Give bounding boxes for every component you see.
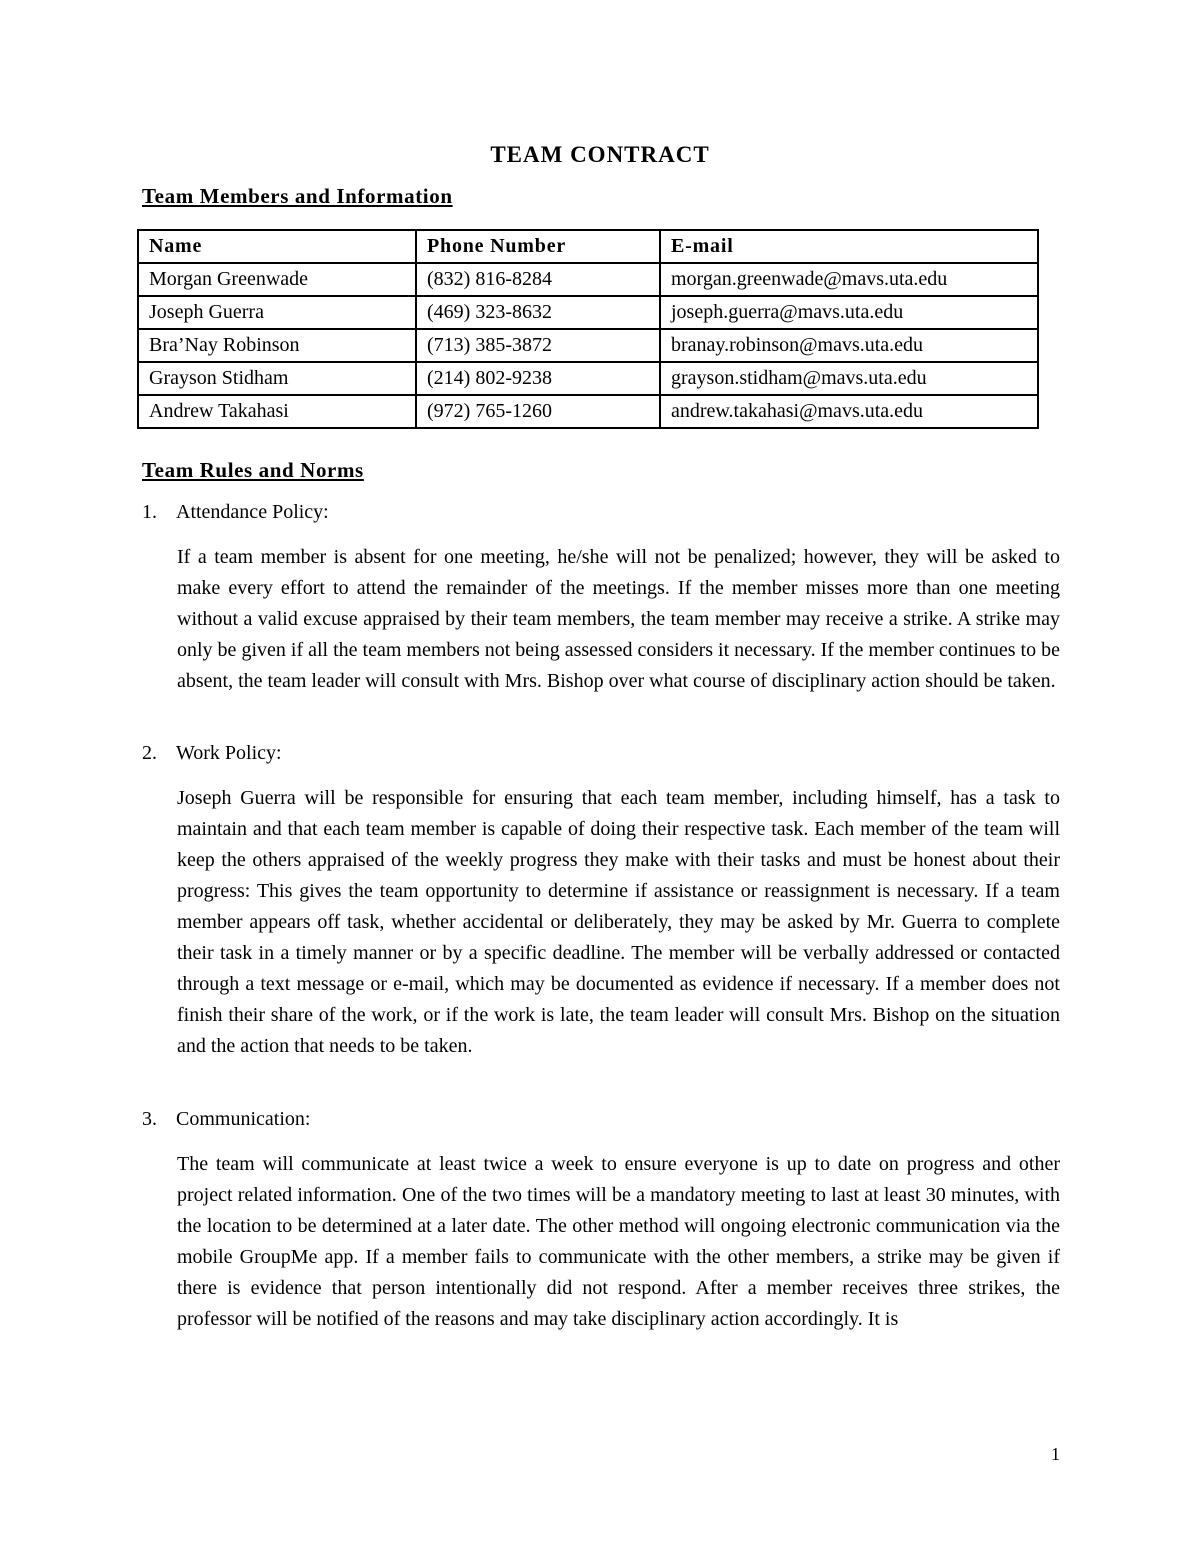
rule-heading	[142, 1104, 1060, 1135]
table-row	[138, 329, 1038, 362]
member-email: andrew.takahasi@mavs.uta.edu	[660, 395, 1038, 428]
rule-body: The team will communicate at least twice a week to ensure everyone is up to date on progress and other project related information. One of the two times will be a mandatory meeting to last at least 30 minutes, with the location to be determined at a later date. The other method will ongoing electronic communication via the mobile GroupMe app. If a member fails to communicate with the other members, a strike may be given if there is evidence that person intentionally did not respond. After a member receives three strikes, the professor will be notified of the reasons and may take disciplinary action accordingly. It is	[177, 1153, 1060, 1330]
rule-body: Joseph Guerra will be responsible for ensuring that each team member, including himself, has a task to maintain and that each team member is capable of doing their respective task. Each member of the team will keep the others appraised of the weekly progress they make with their tasks and must be honest about their progress: This gives the team opportunity to determine if assistance or reassignment is necessary. If a team member appears off task, whether accidental or deliberately, they may be asked by Mr. Guerra to complete their task in a timely manner or by a specific deadline. The member will be verbally addressed or contacted through a text message or e-mail, which may be documented as evidence if necessary. If a member does not finish their share of the work, or if the work is late, the team leader will consult Mrs. Bishop on the situation and the action that needs to be taken.	[177, 787, 1060, 1057]
rule-number: 3.	[142, 1108, 157, 1130]
document-title: TEAM CONTRACT	[490, 142, 710, 167]
member-name: Andrew Takahasi	[138, 395, 416, 428]
member-name: Joseph Guerra	[138, 296, 416, 329]
table-row	[138, 263, 1038, 296]
rule-heading	[142, 497, 1060, 528]
members-section-heading: Team Members and Information	[142, 184, 453, 208]
rule-title: Work Policy:	[176, 742, 282, 764]
rule-title: Communication:	[176, 1108, 311, 1130]
rule-communication	[142, 1104, 1060, 1335]
member-email: grayson.stidham@mavs.uta.edu	[660, 362, 1038, 395]
table-row	[138, 296, 1038, 329]
member-email: joseph.guerra@mavs.uta.edu	[660, 296, 1038, 329]
rule-number: 1.	[142, 501, 157, 523]
member-name: Grayson Stidham	[138, 362, 416, 395]
table-row	[138, 395, 1038, 428]
rule-work-policy	[142, 738, 1060, 1062]
member-phone: (832) 816-8284	[416, 263, 660, 296]
rule-body: If a team member is absent for one meeting, he/she will not be penalized; however, they will be asked to make every effort to attend the remainder of the meetings. If the member misses more than one meeting without a valid excuse appraised by their team members, the team member may receive a strike. A strike may only be given if all the team members not being assessed considers it necessary. If the member continues to be absent, the team leader will consult with Mrs. Bishop over what course of disciplinary action should be taken.	[177, 546, 1060, 692]
rule-title: Attendance Policy:	[176, 501, 329, 523]
table-header-row	[138, 230, 1038, 263]
member-phone: (713) 385-3872	[416, 329, 660, 362]
member-name: Bra’Nay Robinson	[138, 329, 416, 362]
member-email: morgan.greenwade@mavs.uta.edu	[660, 263, 1038, 296]
column-header-phone: Phone Number	[416, 230, 660, 263]
page-number: 1	[1051, 1444, 1060, 1464]
rule-heading	[142, 738, 1060, 769]
member-email: branay.robinson@mavs.uta.edu	[660, 329, 1038, 362]
member-phone: (972) 765-1260	[416, 395, 660, 428]
column-header-email: E-mail	[660, 230, 1038, 263]
rules-section-heading: Team Rules and Norms	[142, 458, 364, 482]
member-phone: (469) 323-8632	[416, 296, 660, 329]
table-row	[138, 362, 1038, 395]
members-table	[137, 229, 1039, 429]
column-header-name: Name	[138, 230, 416, 263]
rule-number: 2.	[142, 742, 157, 764]
member-name: Morgan Greenwade	[138, 263, 416, 296]
member-phone: (214) 802-9238	[416, 362, 660, 395]
rule-attendance-policy	[142, 497, 1060, 697]
